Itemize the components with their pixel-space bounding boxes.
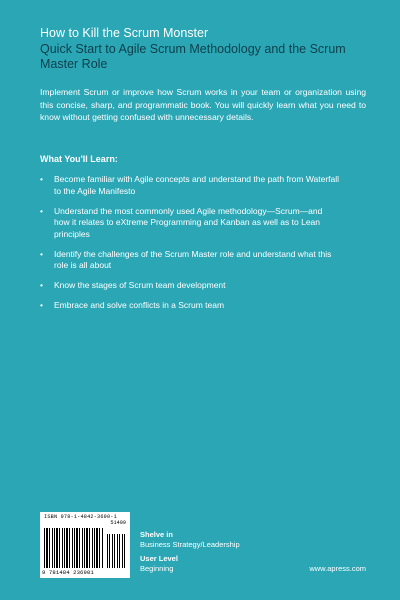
list-item-text: Become familiar with Agile concepts and understand the path from Waterfall to the Agile Manifesto: [54, 174, 340, 196]
learn-heading: What You'll Learn:: [40, 154, 118, 164]
learn-list: [40, 174, 340, 320]
isbn-barcode: [40, 512, 130, 578]
ean-digits: 9 781484 236901: [42, 569, 94, 576]
shelve-label: Shelve in: [140, 530, 173, 539]
bullet-icon: •: [40, 205, 43, 216]
barcode-addon-code: 51499: [110, 520, 126, 526]
bullet-icon: •: [40, 248, 43, 259]
intro-paragraph: Implement Scrum or improve how Scrum works in your team or organization using this concise, sharp, and programmatic book. You will quickly learn what you need to know without getting confused with unnecessary details.: [40, 87, 366, 122]
list-item: [40, 280, 340, 292]
book-title: How to Kill the Scrum Monster: [40, 26, 209, 40]
user-level-value: Beginning: [140, 564, 174, 573]
publisher-website: www.apress.com: [309, 564, 366, 573]
list-item: [40, 300, 340, 312]
barcode-addon-bars-icon: [107, 534, 127, 568]
user-level-label: User Level: [140, 554, 178, 563]
list-item-text: Know the stages of Scrum team development: [54, 280, 226, 290]
shelve-value: Business Strategy/Leadership: [140, 540, 240, 549]
barcode-bars-icon: [44, 528, 104, 568]
list-item-text: Identify the challenges of the Scrum Master role and understand what this role is all about: [54, 248, 332, 270]
list-item-text: Understand the most commonly used Agile methodology—Scrum—and how it relates to eXtreme Programming and Kanban as well as to Lean principles: [54, 205, 323, 239]
list-item: [40, 206, 340, 241]
list-item-text: Embrace and solve conflicts in a Scrum team: [54, 300, 225, 310]
isbn-text: ISBN 978-1-4842-3690-1: [44, 514, 117, 520]
bullet-icon: •: [40, 280, 43, 290]
list-item: [40, 174, 340, 197]
book-subtitle: Quick Start to Agile Scrum Methodology and the Scrum Master Role: [40, 42, 346, 71]
bullet-icon: •: [40, 300, 43, 310]
bullet-icon: •: [40, 174, 43, 184]
list-item: [40, 249, 340, 272]
